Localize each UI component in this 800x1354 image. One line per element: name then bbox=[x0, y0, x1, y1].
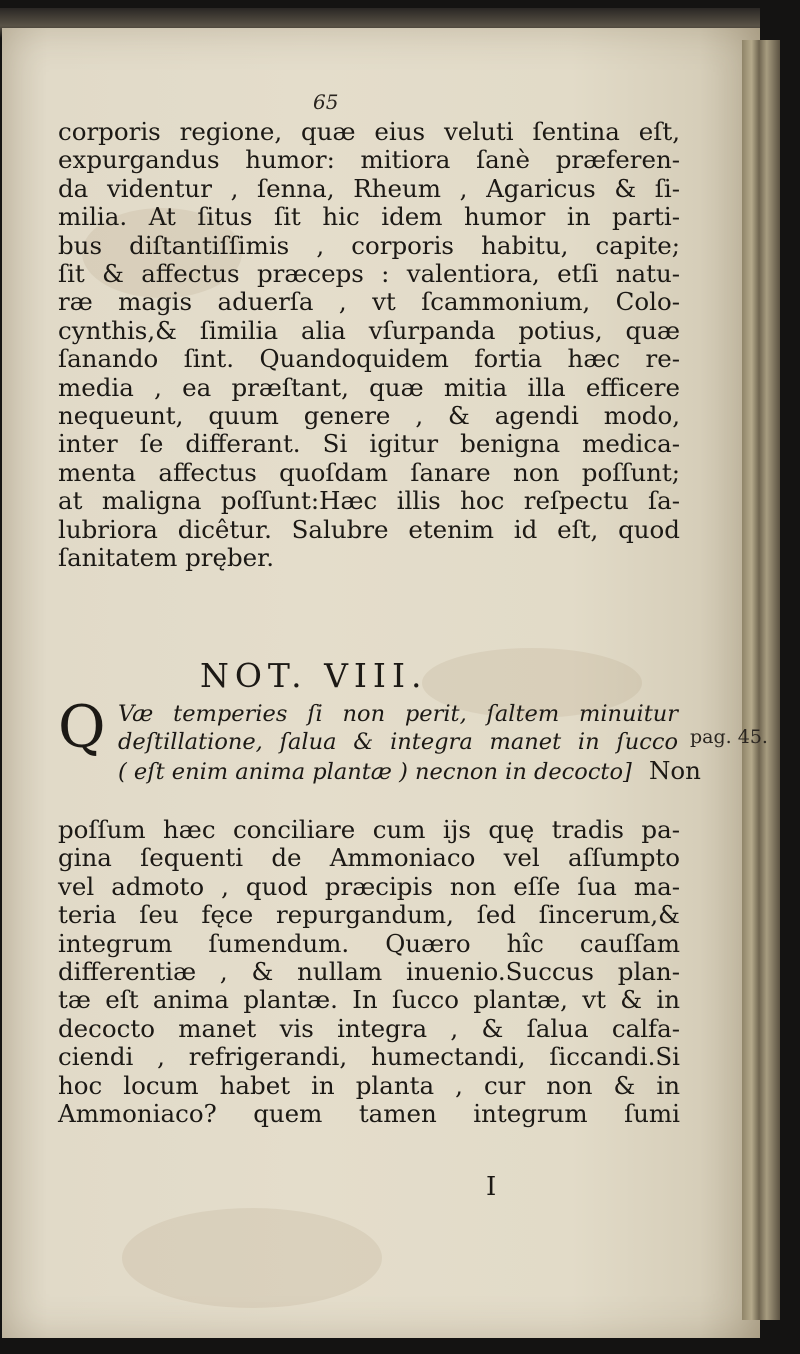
signature-mark: I bbox=[486, 1172, 497, 1202]
text-line: hoc locum habet in planta , cur non & in bbox=[58, 1070, 680, 1100]
page-number: 65 bbox=[313, 90, 339, 114]
section-heading: NOT. VIII. bbox=[200, 656, 428, 695]
text-line: milia. At ſitus ſit hic idem humor in parti- bbox=[58, 202, 680, 232]
text-line: da videntur , ſenna, Rheum , Agaricus & ſi- bbox=[58, 173, 680, 203]
text-line: at maligna poſſunt:Hæc illis hoc reſpectu ſa- bbox=[58, 486, 680, 516]
text-line: lubriora dicêtur. Salubre etenim id eſt, quod bbox=[58, 514, 680, 544]
text-line: ciendi , refrigerandi, humectandi, ſiccandi.Si bbox=[58, 1042, 680, 1072]
text-line: menta affectus quoſdam ſanare non poſſunt; bbox=[58, 457, 680, 487]
text-line: corporis regione, quæ eius veluti ſentina eſt, bbox=[58, 117, 680, 146]
text-line: vel admoto , quod præcipis non eſſe ſua ma- bbox=[58, 871, 680, 901]
quote-text: ( eſt enim anima plantæ ) necnon in decocto] bbox=[118, 758, 632, 785]
text-line: bus diſtantiſſimis , corporis habitu, capite; bbox=[58, 230, 680, 260]
page-edges bbox=[742, 40, 780, 1320]
text-line: ſanitatem pręber. bbox=[58, 543, 274, 573]
paper-stain bbox=[122, 1208, 382, 1308]
text-line: cynthis,& ſimilia alia vſurpanda potius, quæ bbox=[58, 315, 680, 345]
text-line: teria ſeu fęce repurgandum, ſed ſincerum,& bbox=[58, 900, 680, 930]
paragraph-1 bbox=[58, 118, 680, 573]
paragraph-2 bbox=[58, 816, 680, 1128]
text-line: expurgandus humor: mitiora ſanè præferen- bbox=[58, 145, 680, 175]
text-line: ræ magis aduerſa , vt ſcammonium, Colo- bbox=[58, 287, 680, 317]
text-line: poſſum hæc conciliare cum ijs quę tradis pa- bbox=[58, 815, 680, 844]
drop-cap: Q bbox=[58, 693, 106, 761]
text-line: gina ſequenti de Ammoniaco vel aſſumpto bbox=[58, 843, 680, 873]
text-line: Ammoniaco? quem tamen integrum ſumi bbox=[58, 1099, 680, 1129]
quote-line bbox=[118, 755, 701, 786]
text-line: media , ea præſtant, quæ mitia illa efficere bbox=[58, 372, 680, 402]
quote-line: Væ temperies ſi non perit, ſaltem minuitur bbox=[118, 701, 678, 727]
text-line: tæ eſt anima plantæ. In ſucco plantæ, vt & in bbox=[58, 985, 680, 1015]
text-line: differentiæ , & nullam inuenio.Succus plan- bbox=[58, 957, 680, 987]
text-line: nequeunt, quum genere , & agendi modo, bbox=[58, 401, 680, 431]
quote-tail: Non bbox=[648, 755, 701, 785]
text-line: ſanando ſint. Quandoquidem fortia hæc re- bbox=[58, 344, 680, 374]
text-line: decocto manet vis integra , & ſalua calfa- bbox=[58, 1013, 680, 1043]
quote-line: deſtillatione, ſalua & integra manet in ſucco bbox=[118, 729, 678, 756]
quoted-passage bbox=[118, 700, 701, 786]
text-line: integrum ſumendum. Quæro hîc cauſſam bbox=[58, 928, 680, 958]
margin-note: pag. 45. bbox=[690, 726, 768, 748]
text-line: ſit & affectus præceps : valentiora, etſi natu- bbox=[58, 259, 680, 289]
text-line: inter ſe differant. Si igitur benigna medica- bbox=[58, 429, 680, 459]
